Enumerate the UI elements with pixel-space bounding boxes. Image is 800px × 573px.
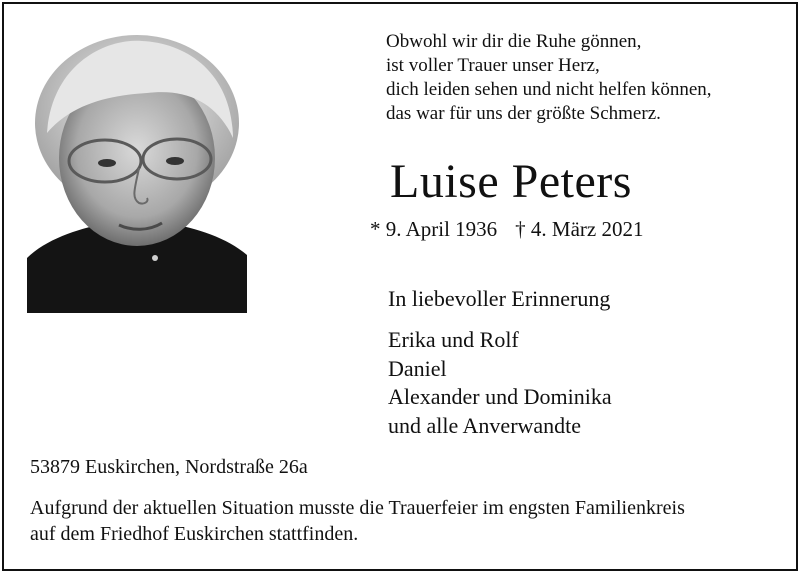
family-member: und alle Anverwandte: [388, 412, 582, 438]
memory-line: In liebevoller Erinnerung: [388, 286, 611, 311]
poem-line: dich leiden sehen und nicht helfen können,: [386, 79, 712, 100]
deceased-name: Luise Peters: [390, 155, 632, 208]
poem: [386, 30, 712, 126]
family-member: Alexander und Dominika: [388, 384, 612, 409]
funeral-notice: [30, 495, 770, 547]
notice-line: Aufgrund der aktuellen Situation musste die Trauerfeier im engsten Familienkreis: [30, 497, 685, 519]
birth-date: * 9. April 1936: [370, 217, 498, 241]
death-date: † 4. März 2021: [515, 217, 644, 241]
portrait-photo: [27, 23, 247, 313]
poem-line: Obwohl wir dir die Ruhe gönnen,: [386, 31, 642, 52]
poem-line: ist voller Trauer unser Herz,: [386, 55, 600, 76]
family-member: Erika und Rolf: [388, 327, 519, 352]
family-member: Daniel: [388, 355, 447, 381]
notice-line: auf dem Friedhof Euskirchen stattfinden.: [30, 523, 359, 545]
life-dates: [370, 215, 643, 243]
family-list: [388, 326, 612, 440]
portrait-illustration: [27, 23, 247, 313]
poem-line: das war für uns der größte Schmerz.: [386, 103, 661, 124]
address: 53879 Euskirchen, Nordstraße 26a: [30, 456, 308, 478]
